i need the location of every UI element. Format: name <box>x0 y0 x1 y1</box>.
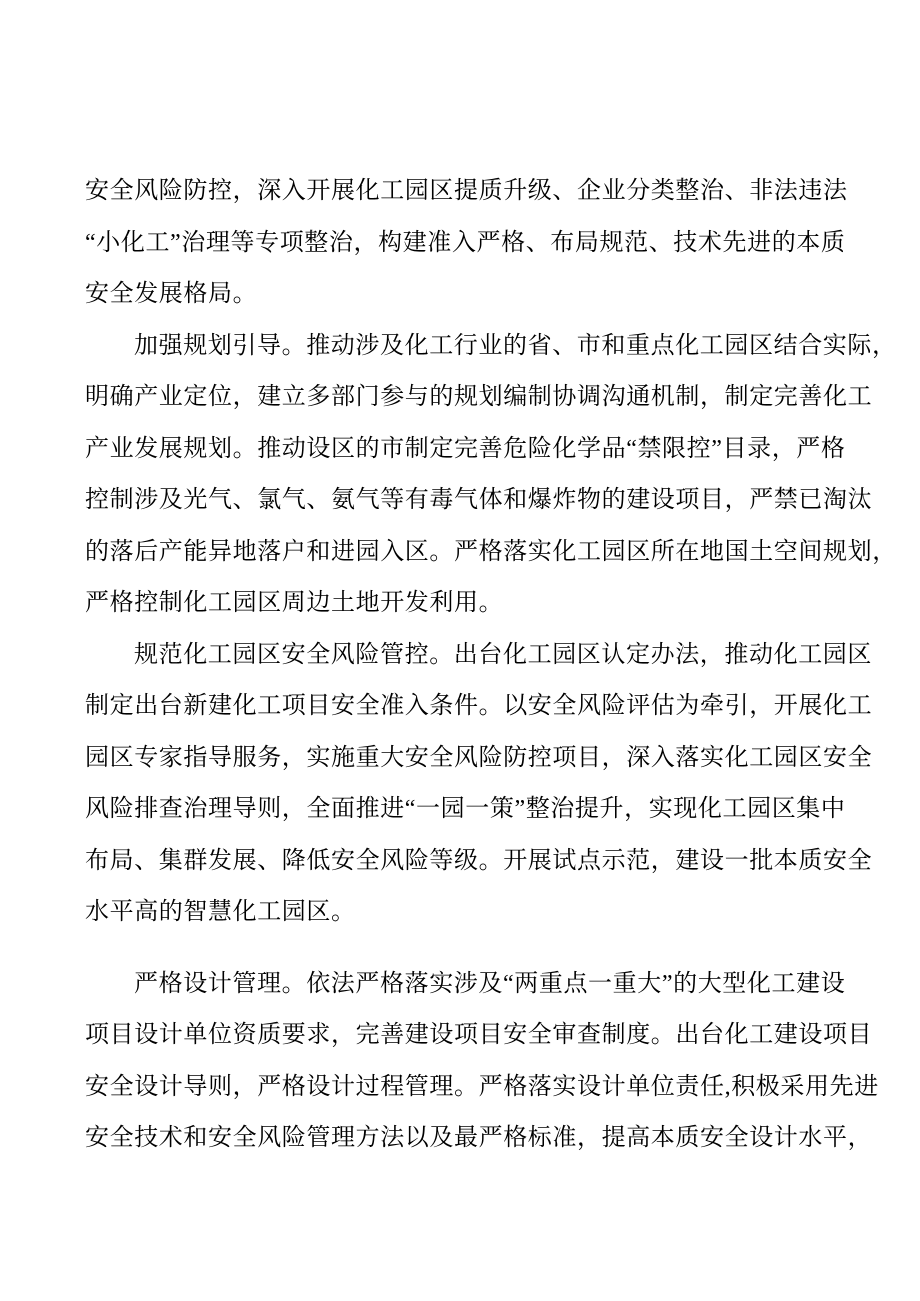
text-line: 园区专家指导服务，实施重大安全风险防控项目，深入落实化工园区安全 <box>85 744 873 771</box>
document-body <box>85 166 897 1165</box>
text-line: 安全设计导则，严格设计过程管理。严格落实设计单位责任,积极采用先进 <box>85 1073 879 1100</box>
paragraph <box>85 166 860 321</box>
paragraph <box>85 959 879 1165</box>
text-line: 控制涉及光气、氯气、氨气等有毒气体和爆炸物的建设项目，严禁已淘汰 <box>85 487 873 513</box>
text-line: 安全发展格局。 <box>85 281 258 307</box>
text-line: 规范化工园区安全风险管控。出台化工园区认定办法，推动化工园区 <box>134 641 872 668</box>
text-line: “小化工”治理等专项整治，构建准入严格、布局规范、技术先进的本质 <box>85 229 846 256</box>
text-line: 的落后产能异地落户和进园入区。严格落实化工园区所在地国土空间规划， <box>85 538 897 565</box>
text-line: 风险排查治理导则，全面推进“一园一策”整治提升，实现化工园区集中 <box>85 796 846 822</box>
text-line: 项目设计单位资质要求，完善建设项目安全审查制度。出台化工建设项目 <box>85 1022 873 1048</box>
text-line: 布局、集群发展、降低安全风险等级。开展试点示范，建设一批本质安全 <box>85 847 873 874</box>
text-line: 严格设计管理。依法严格落实涉及“两重点一重大”的大型化工建设 <box>134 970 846 997</box>
text-line: 加强规划引导。推动涉及化工行业的省、市和重点化工园区结合实际， <box>134 332 897 359</box>
paragraph <box>85 321 897 630</box>
text-line: 安全风险防控，深入开展化工园区提质升级、企业分类整治、非法违法 <box>85 178 848 204</box>
paragraph <box>85 630 873 939</box>
text-line: 水平高的智慧化工园区。 <box>85 899 356 925</box>
text-line: 严格控制化工园区周边土地开发利用。 <box>85 590 504 616</box>
text-line: 产业发展规划。推动设区的市制定完善危险化学品“禁限控”目录，严格 <box>85 435 846 462</box>
text-line: 明确产业定位，建立多部门参与的规划编制协调沟通机制，制定完善化工 <box>85 384 873 410</box>
text-line: 制定出台新建化工项目安全准入条件。以安全风险评估为牵引，开展化工 <box>85 693 873 719</box>
text-line: 安全技术和安全风险管理方法以及最严格标准，提高本质安全设计水平， <box>85 1125 873 1151</box>
